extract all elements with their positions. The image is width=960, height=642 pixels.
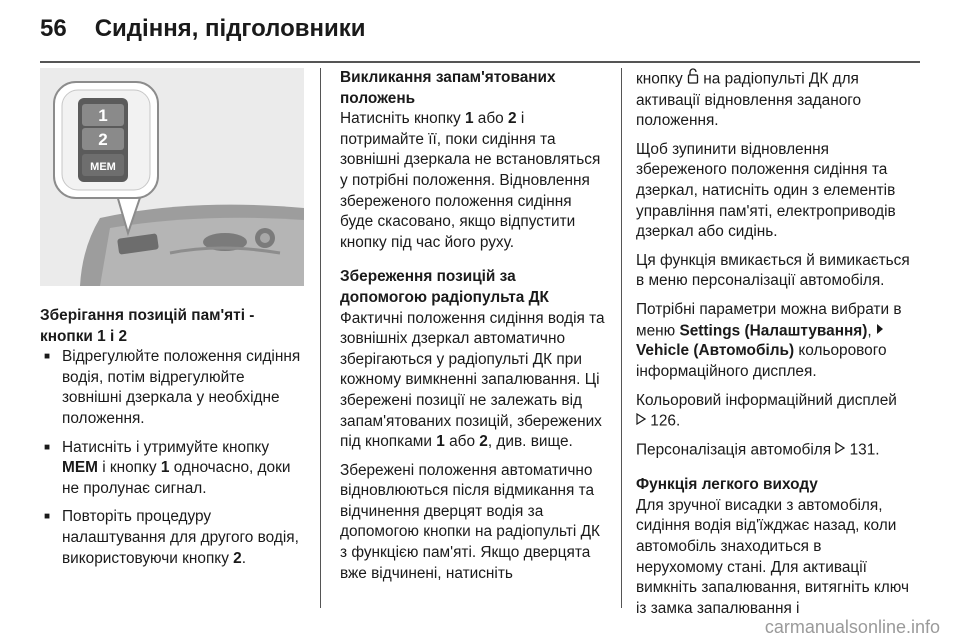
paragraph: Персоналізація автомобіля 131. (636, 440, 911, 461)
memory-store-steps (40, 347, 305, 569)
seat-memory-figure (40, 68, 304, 286)
remote-unlock-icon (687, 68, 699, 91)
list-item: ■ Відрегулюйте положення сидіння водія, потім відрегулюйте зовнішні дзеркала у необхідне положення. (40, 347, 305, 429)
page-title: Сидіння, підголовники (94, 15, 366, 42)
column-1 (40, 68, 305, 577)
section-heading-memory-store: Зберігання позицій пам'яті - кнопки 1 і 2 (40, 307, 255, 345)
memory-button-2: 2 (98, 130, 108, 149)
memory-button-mem: MEM (90, 161, 116, 173)
paragraph: кнопку на радіопульті ДК для активації відновлення заданого положення. (636, 68, 911, 132)
seat-memory-illustration (40, 68, 304, 286)
page-reference-icon (636, 411, 646, 432)
column-separator (320, 68, 321, 608)
paragraph: Натисніть кнопку 1 або 2 і потримайте її, поки сидіння та зовнішні дзеркала не встановляться у потрібні положення. Відновлення збереженого положення сидіння буде скасовано, якщо відпустити кнопку під час його руху. (340, 110, 601, 251)
paragraph: Щоб зупинити відновлення збереженого положення сидіння та дзеркал, натисніть один з елементів управління пам'яті, електроприводів дзеркал або сидінь. (636, 140, 896, 241)
paragraph: Потрібні параметри можна вибрати в меню Settings (Налаштування), Vehicle (Автомобіль) кольорового інформаційного дисплея. (636, 300, 902, 381)
section-heading-easy-exit: Функція легкого виходу (636, 476, 818, 494)
list-item: ■ Повторіть процедуру налаштування для другого водія, використовуючи кнопку 2. (40, 507, 305, 569)
paragraph: Кольоровий інформаційний дисплей 126. (636, 391, 911, 433)
paragraph: Ця функція вмикається й вимикається в меню персоналізації автомобіля. (636, 251, 910, 290)
header-rule (40, 61, 920, 63)
column-2 (340, 68, 605, 592)
section-heading-remote: Збереження позицій за допомогою радіопульта ДК (340, 268, 549, 306)
memory-button-1: 1 (98, 106, 108, 125)
column-3 (636, 68, 911, 627)
paragraph: Для зручної висадки з автомобіля, сидіння водія від'їжджає назад, коли автомобіль знаходиться в нерухомому стані. Для активації вимкніть запалювання, витягніть ключ із замка запалювання і (636, 496, 909, 617)
menu-arrow-icon (876, 321, 884, 342)
list-item: ■ Натисніть і утримуйте кнопку MEM і кнопку 1 одночасно, доки не пролунає сигнал. (40, 438, 305, 500)
paragraph: Збережені положення автоматично відновлюються після відмикання та відчинення дверцят водія за допомогою кнопки на радіопульті ДК з функцією пам'яті. Якщо дверцята вже відчинені, натисніть (340, 461, 600, 582)
page-header (40, 15, 366, 55)
column-separator (621, 68, 622, 608)
page-reference-icon (835, 440, 845, 461)
watermark: carmanualsonline.info (764, 617, 940, 637)
section-heading-recall: Викликання запам'ятованих положень (340, 69, 556, 107)
paragraph: Фактичні положення сидіння водія та зовнішніх дзеркал автоматично зберігаються у радіопульті ДК при кожному вимкненні запалювання. Ці збережені позиції не залежать від запам'ятованих позицій, збережених під кнопками 1 або 2, див. вище. (340, 309, 605, 451)
page-number: 56 (40, 15, 67, 42)
